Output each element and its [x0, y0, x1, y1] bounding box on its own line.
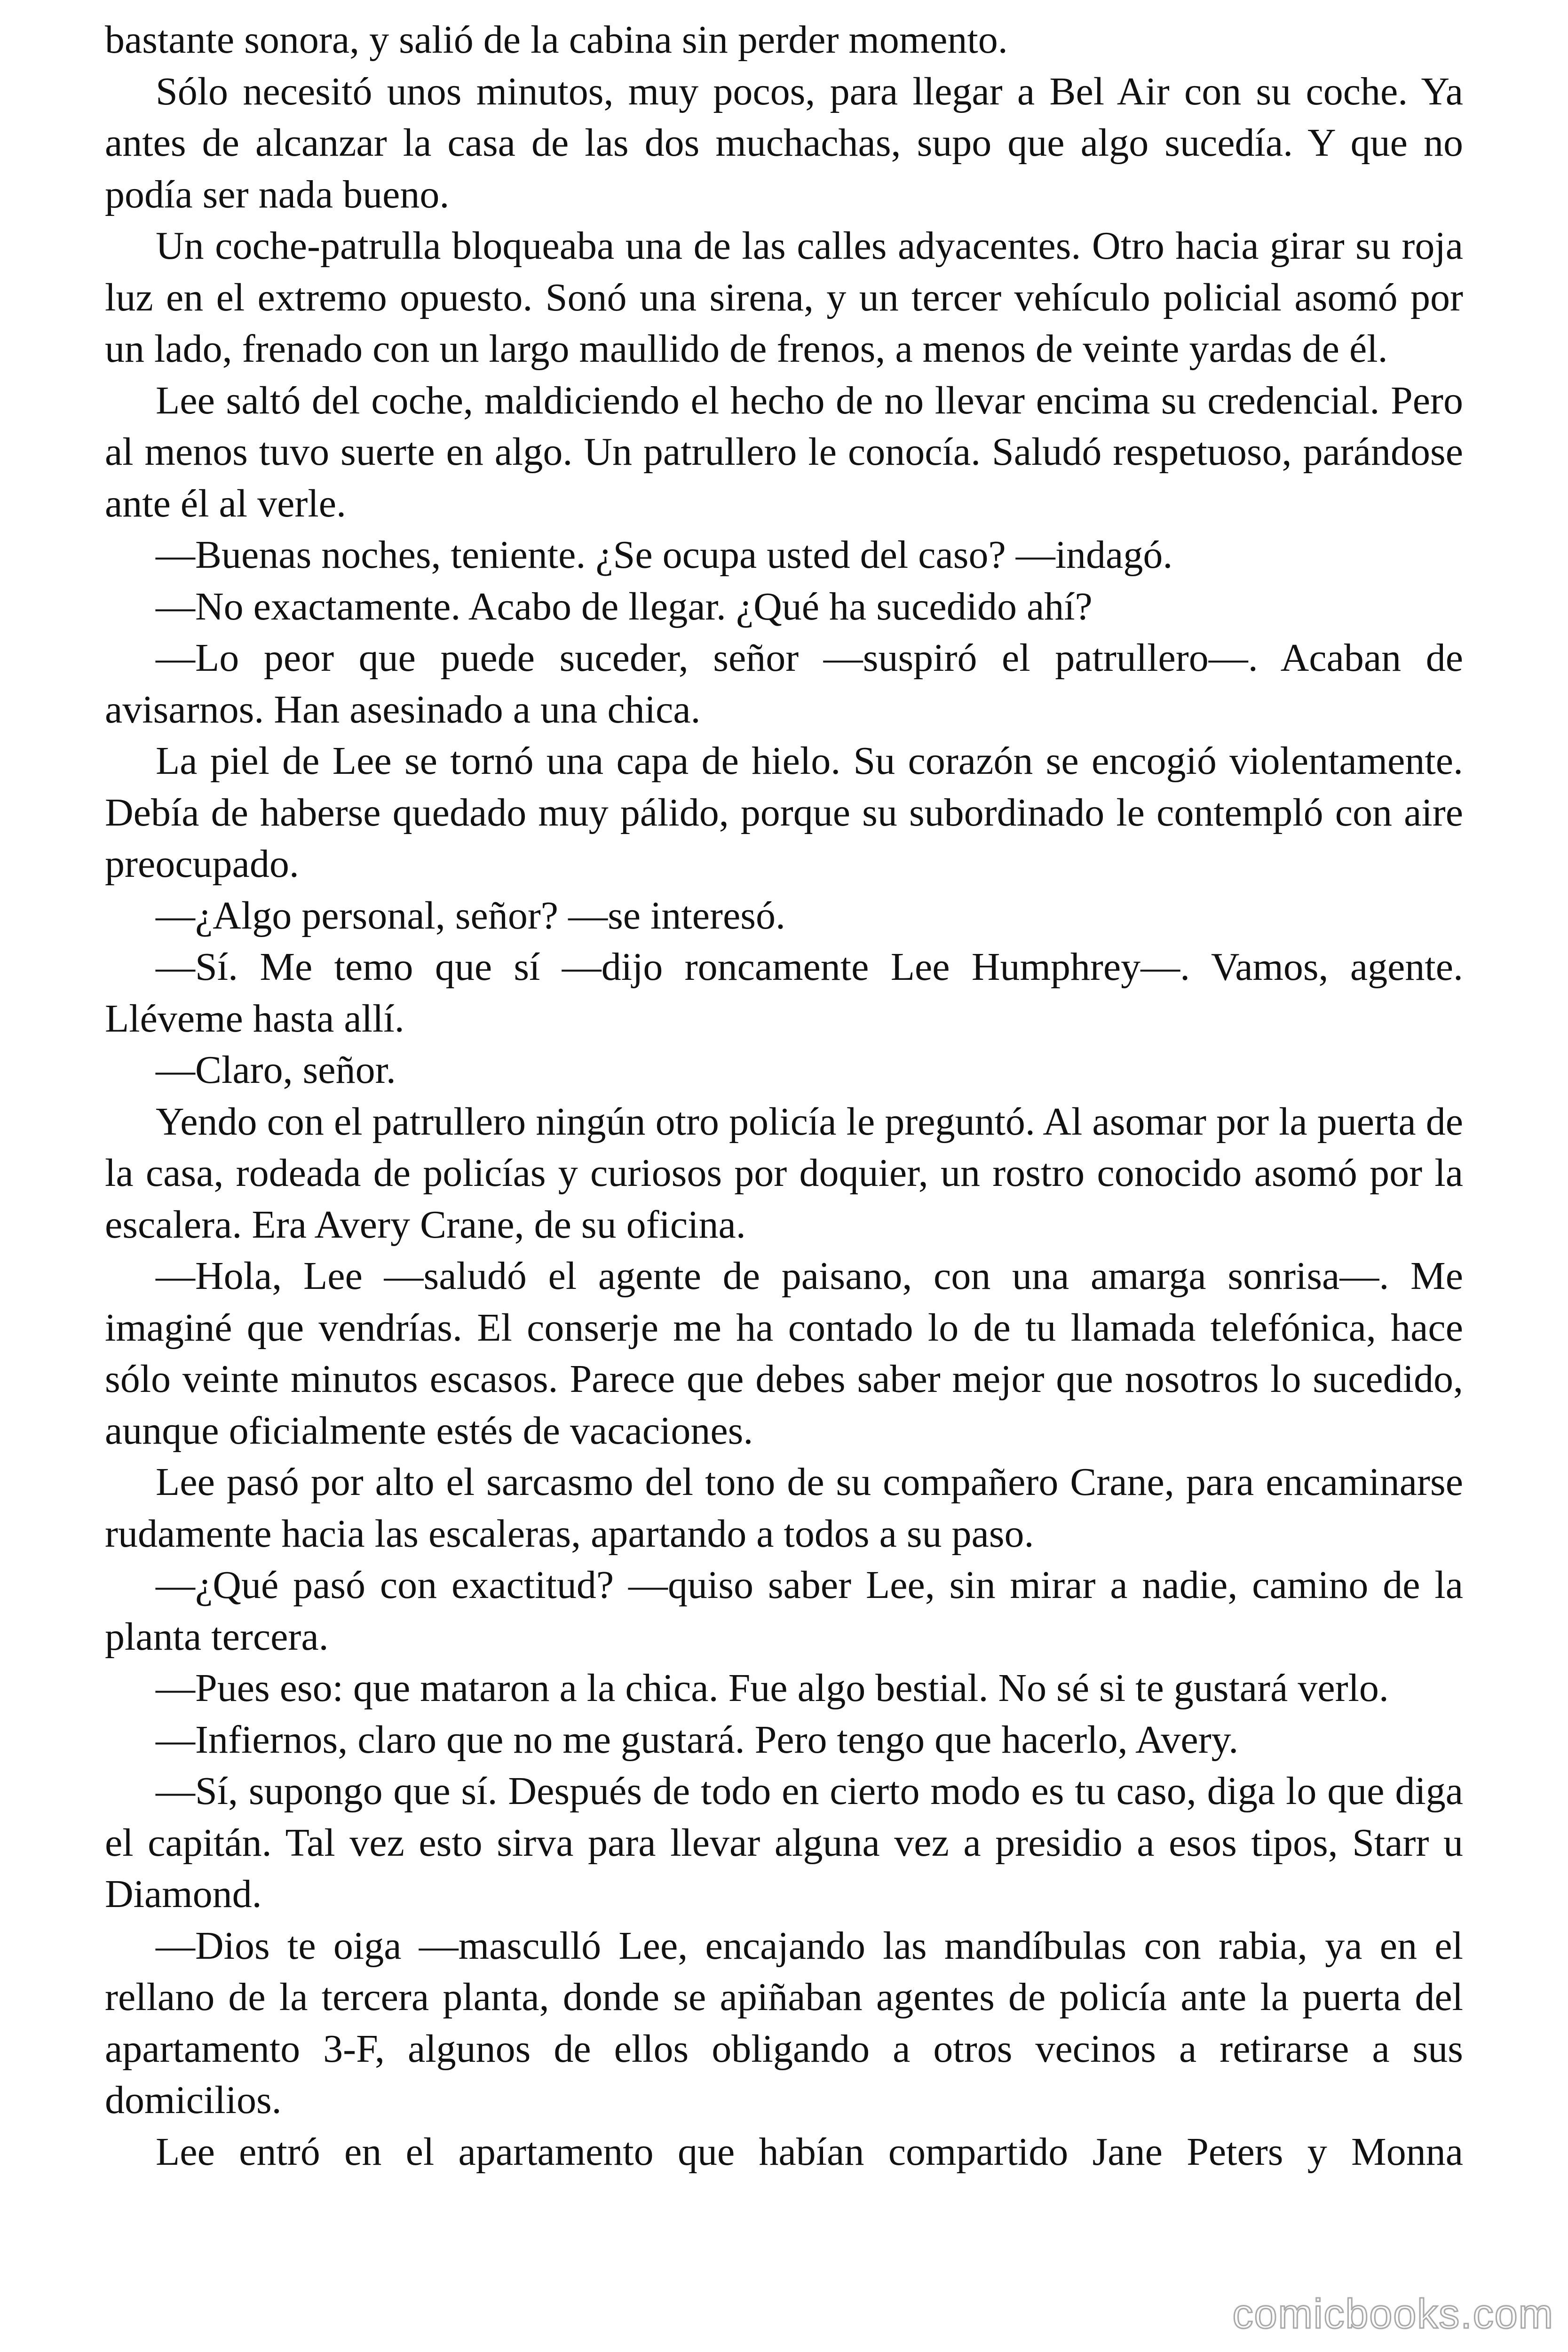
- paragraph: Lee saltó del coche, maldiciendo el hecho de no llevar encima su credencial. Pero al menos tuvo suerte en algo. Un patrullero le conocía. Saludó respetuoso, parándose ante él al verle.: [105, 378, 1463, 525]
- paragraph: —¿Qué pasó con exactitud? —quiso saber Lee, sin mirar a nadie, camino de la planta tercera.: [105, 1563, 1463, 1659]
- paragraph: —Dios te oiga —masculló Lee, encajando las mandíbulas con rabia, ya en el rellano de la tercera planta, donde se apiñaban agentes de policía ante la puerta del apartamento 3-F, algunos de ellos obligando a otros vecinos a retirarse a sus domicilios.: [105, 1923, 1463, 2122]
- paragraph: La piel de Lee se tornó una capa de hielo. Su corazón se encogió violentamente. Debía de haberse quedado muy pálido, porque su subordinado le contempló con aire preocupado.: [105, 739, 1463, 886]
- watermark: comicbooks.com: [1232, 2290, 1554, 2337]
- paragraph: —¿Algo personal, señor? —se interesó.: [156, 893, 785, 938]
- paragraph: Yendo con el patrullero ningún otro policía le preguntó. Al asomar por la puerta de la casa, rodeada de policías y curiosos por doquier, un rostro conocido asomó por la escalera. Era Avery Crane, de su oficina.: [105, 1099, 1463, 1247]
- paragraph: —Sí. Me temo que sí —dijo roncamente Lee Humphrey—. Vamos, agente. Lléveme hasta allí.: [105, 945, 1463, 1041]
- paragraph: Un coche-patrulla bloqueaba una de las calles adyacentes. Otro hacia girar su roja luz en el extremo opuesto. Sonó una sirena, y un tercer vehículo policial asomó por un lado, frenado con un largo maullido de frenos, a menos de veinte yardas de él.: [105, 224, 1463, 371]
- paragraph: —Lo peor que puede suceder, señor —suspiró el patrullero—. Acaban de avisarnos. Han asesinado a una chica.: [105, 636, 1463, 731]
- paragraph: Lee pasó por alto el sarcasmo del tono de su compañero Crane, para encaminarse rudamente hacia las escaleras, apartando a todos a su paso.: [105, 1460, 1463, 1556]
- paragraph: —Buenas noches, teniente. ¿Se ocupa usted del caso? —indagó.: [156, 533, 1173, 577]
- paragraph: —Infiernos, claro que no me gustará. Pero tengo que hacerlo, Avery.: [156, 1717, 1239, 1762]
- paragraph: Sólo necesitó unos minutos, muy pocos, para llegar a Bel Air con su coche. Ya antes de alcanzar la casa de las dos muchachas, supo que algo sucedía. Y que no podía ser nada bueno.: [105, 69, 1463, 216]
- paragraph: —Claro, señor.: [156, 1048, 396, 1092]
- paragraph: bastante sonora, y salió de la cabina sin perder momento.: [105, 18, 1008, 62]
- paragraph: —No exactamente. Acabo de llegar. ¿Qué ha sucedido ahí?: [156, 584, 1093, 628]
- paragraph: —Sí, supongo que sí. Después de todo en cierto modo es tu caso, diga lo que diga el capitán. Tal vez esto sirva para llevar alguna vez a presidio a esos tipos, Starr u Diamond.: [105, 1769, 1463, 1916]
- paragraph: Lee entró en el apartamento que habían compartido Jane Peters y Monna: [156, 2130, 1463, 2174]
- page-text: [105, 14, 1463, 2177]
- paragraph: —Pues eso: que mataron a la chica. Fue algo bestial. No sé si te gustará verlo.: [156, 1666, 1389, 1710]
- paragraph: —Hola, Lee —saludó el agente de paisano, con una amarga sonrisa—. Me imaginé que vendrías. El conserje me ha contado lo de tu llamada telefónica, hace sólo veinte minutos escasos. Parece que debes saber mejor que nosotros lo sucedido, aunque oficialmente estés de vacaciones.: [105, 1254, 1463, 1453]
